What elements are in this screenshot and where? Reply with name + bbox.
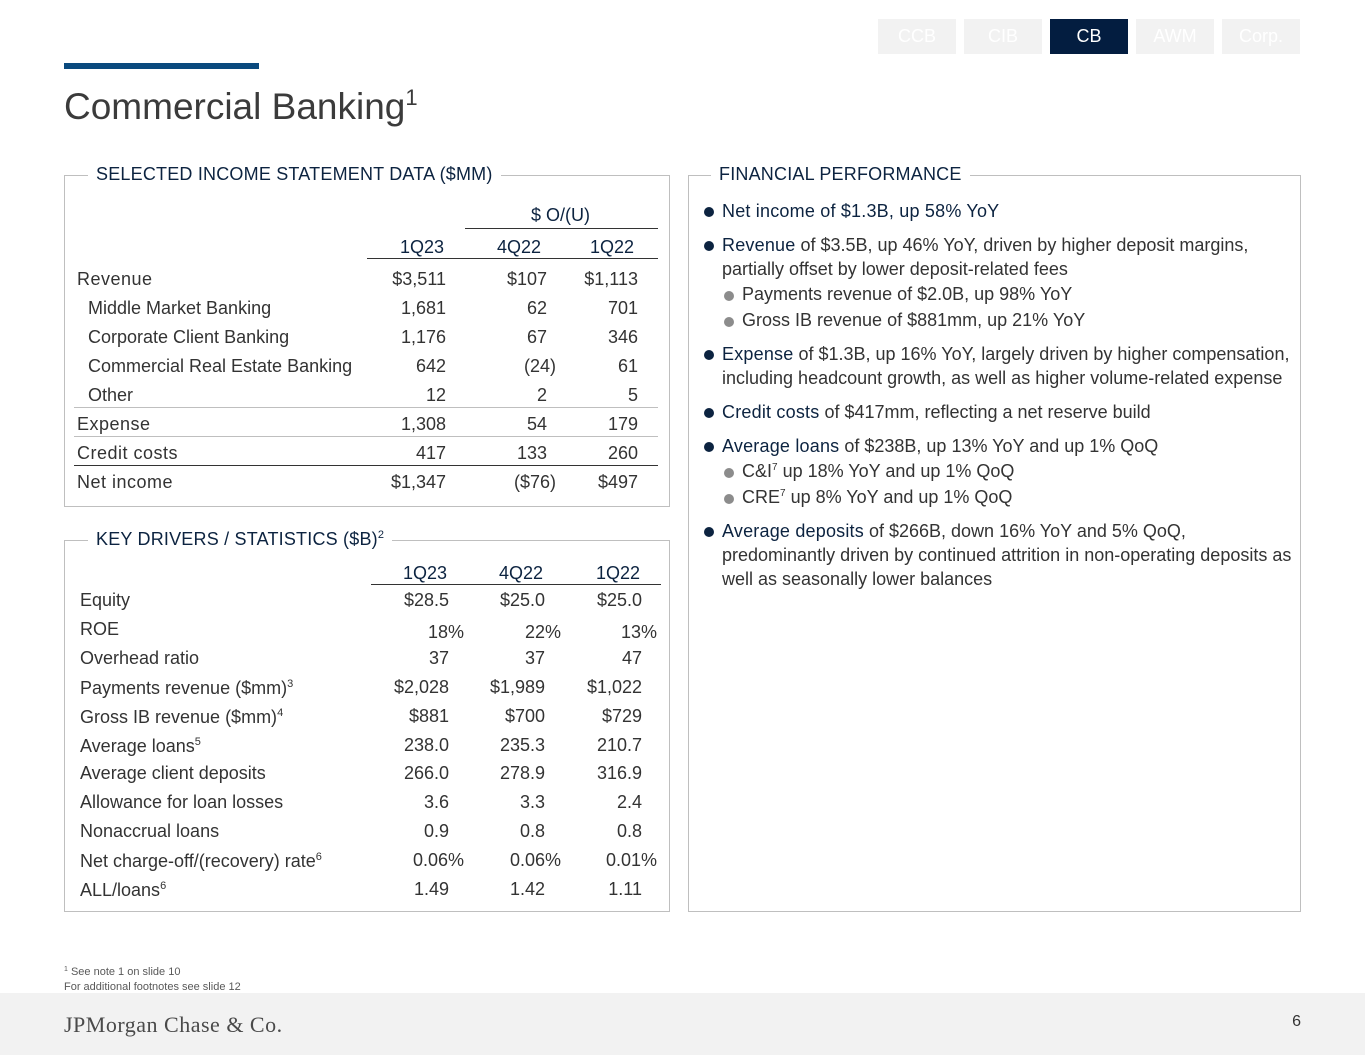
table-row: Commercial Real Estate Banking 642 (24) 61 [88,356,638,376]
group-header-ou: $ O/(U) [531,205,591,225]
table-row: ROE 18% 22% 13% [80,619,657,642]
table-row: Equity $28.5 $25.0 $25.0 [80,590,642,610]
sub-bullet-gross-ib: Gross IB revenue of $881mm, up 21% YoY [703,308,1293,334]
bullet-average-deposits: Average deposits of $266B, down 16% YoY and 5% QoQ, predominantly driven by continued attrition in non-operating deposits as well as seasonally lower balances [703,519,1293,591]
table-row: Payments revenue ($mm)$^3$ $2,028 $1,989 $1,022 [80,677,642,698]
table-row: Middle Market Banking 1,681 62 701 [88,298,638,318]
kd-col-header-1q23: 1Q23 [403,563,448,583]
col-header-1q22: 1Q22 [590,237,635,257]
sub-bullet-dot [724,291,734,301]
sub-bullet-dot [724,468,734,478]
performance-bullets [703,199,1293,601]
bullet-dot [704,408,714,418]
sub-bullet-ci: $C\&I^7$ up 18% YoY and up 1% QoQ [703,459,1293,485]
financial-performance-title: FINANCIAL PERFORMANCE [711,164,970,185]
table-row: Net charge-off/(recovery) rate$^6$ 0.06% 0.06% 0.01% [80,850,657,871]
footnote-1: $^1$ See note 1 on slide 10 [64,966,181,978]
table-row: Average client deposits 266.0 278.9 316.9 [80,763,642,783]
table-row: Average loans$^5$ 238.0 235.3 210.7 [80,735,642,756]
key-drivers-panel [64,529,670,912]
page-title: Commercial Banking$^1$ [64,85,418,127]
sub-bullet-dot [724,317,734,327]
bullet-average-loans: Average loans of $238B, up 13% YoY and up 1% QoQ $C\&I^7$ up 18% YoY and up 1% QoQ CRE$^7$ up 8% YoY and up 1% QoQ [703,434,1293,510]
col-header-underline [367,258,658,259]
sub-bullet-dot [724,494,734,504]
sub-bullet-cre: CRE$^7$ up 8% YoY and up 1% QoQ [703,485,1293,511]
kd-header-underline [371,584,661,585]
bullet-dot [704,350,714,360]
table-row: Allowance for loan losses 3.6 3.3 2.4 [80,792,642,812]
income-statement-panel [64,164,670,507]
title-footnote-marker: 1 [405,85,418,110]
tab-ccb[interactable]: CCB [878,19,956,54]
key-drivers-title: KEY DRIVERS / STATISTICS ($B)$^2$ [88,529,392,550]
bullet-dot [704,241,714,251]
tab-awm[interactable]: AWM [1136,19,1214,54]
financial-performance-panel [688,164,1301,912]
tab-cib[interactable]: CIB [964,19,1042,54]
table-row: Net income $1,347 ($76) $497 [77,472,638,492]
table-row: Corporate Client Banking 1,176 67 346 [88,327,638,347]
table-row: ALL/loans$^6$ 1.49 1.42 1.11 [80,879,642,900]
table-row: Credit costs 417 133 260 [77,443,638,463]
bullet-dot [704,207,714,217]
table-row: Revenue $3,511 $107 $1,113 [77,269,638,289]
bullet-credit-costs: Credit costs of $417mm, reflecting a net reserve build [703,400,1293,424]
footnote-2: For additional footnotes see slide 12 [64,981,241,993]
jpmorgan-logo: JPMorgan Chase & Co. [64,1012,283,1037]
kd-col-header-1q22: 1Q22 [596,563,641,583]
table-row: Other 12 2 5 [88,385,638,405]
bullet-net-income: Net income of $1.3B, up 58% YoY [703,199,1293,223]
bullet-dot [704,442,714,452]
segment-tabs [878,19,1300,54]
income-statement-title: SELECTED INCOME STATEMENT DATA ($MM) [88,164,501,185]
table-row: Gross IB revenue ($mm)$^4$ $881 $700 $729 [80,706,642,727]
col-header-1q23: 1Q23 [400,237,445,257]
kd-col-header-4q22: 4Q22 [499,563,544,583]
bullet-dot [704,527,714,537]
group-header-underline [465,228,658,229]
tab-corp[interactable]: Corp. [1222,19,1300,54]
page-number: 6 [1292,1013,1301,1030]
tab-cb[interactable]: CB [1050,19,1128,54]
title-accent-bar [64,63,259,69]
table-row: Nonaccrual loans 0.9 0.8 0.8 [80,821,642,841]
sub-bullet-payments: Payments revenue of $2.0B, up 98% YoY [703,282,1293,308]
footnotes [64,965,241,995]
col-header-4q22: 4Q22 [497,237,542,257]
bullet-revenue: Revenue of $3.5B, up 46% YoY, driven by higher deposit margins, partially offset by lower deposit-related fees Payments revenue of $2.0B, up 98% YoY Gross IB revenue of $881mm, up 21% YoY [703,233,1293,333]
table-row: Expense 1,308 54 179 [77,414,638,434]
table-row: Overhead ratio 37 37 47 [80,648,642,668]
bullet-expense: Expense of $1.3B, up 16% YoY, largely driven by higher compensation, including headcount growth, as well as higher volume-related expense [703,342,1293,390]
footer [0,993,1365,1055]
